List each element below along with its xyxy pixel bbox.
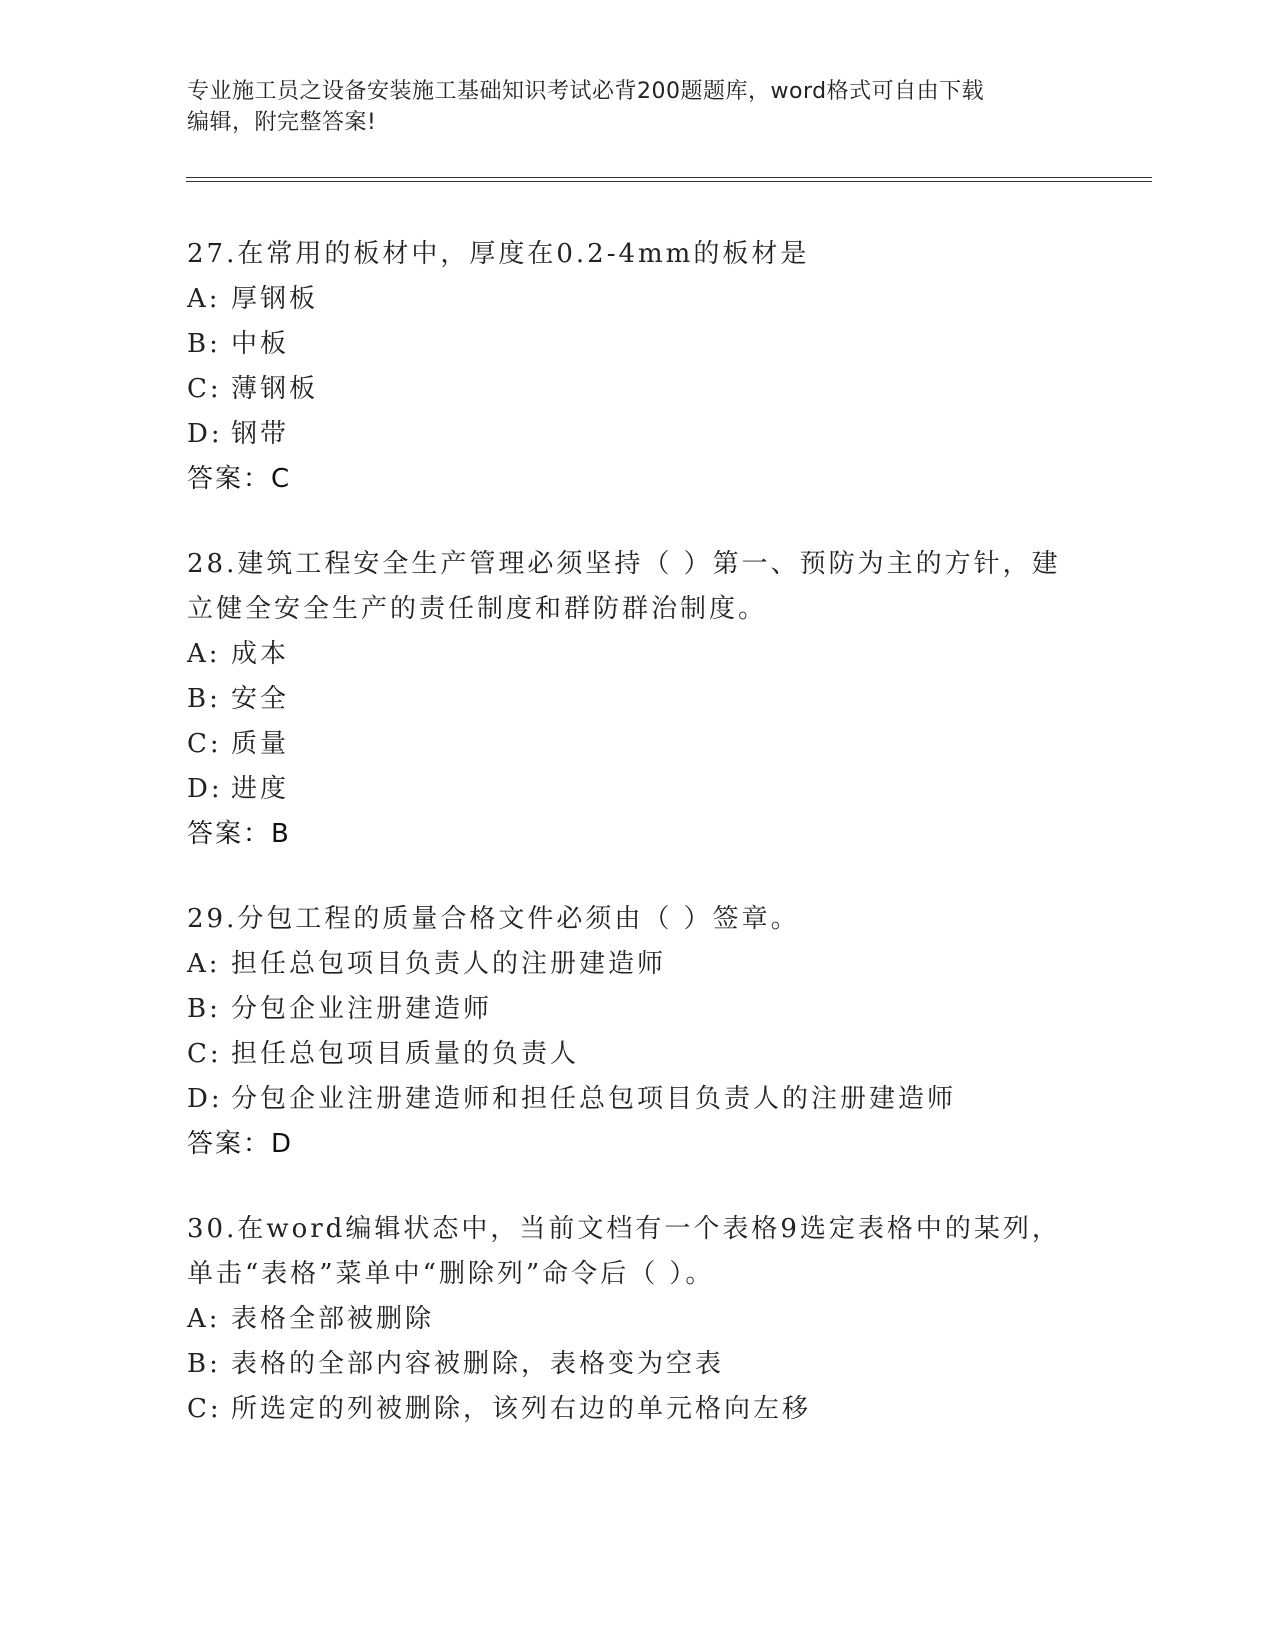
- option-text: 担任总包项目负责人的注册建造师: [231, 949, 667, 979]
- option-letter: D:: [187, 774, 223, 804]
- option-letter: C:: [187, 729, 222, 759]
- option-letter: B:: [187, 329, 221, 359]
- option-c: [187, 722, 1087, 767]
- document-header: [187, 76, 1087, 138]
- header-line-1: 专业施工员之设备安装施工基础知识考试必背200题题库，word格式可自由下载: [187, 79, 985, 104]
- option-b: [187, 987, 1087, 1032]
- header-line-2: 编辑，附完整答案!: [187, 110, 377, 135]
- option-text: 厚钢板: [231, 284, 319, 314]
- option-text: 安全: [231, 684, 290, 714]
- option-letter: A:: [187, 949, 221, 979]
- answer: 答案：B: [187, 819, 291, 849]
- option-a: [187, 942, 1087, 987]
- option-a: [187, 277, 1087, 322]
- question-29: [187, 897, 1087, 1167]
- option-letter: D:: [187, 1084, 223, 1114]
- answer: 答案：D: [187, 1129, 294, 1159]
- option-letter: C:: [187, 1039, 222, 1069]
- option-a: [187, 632, 1087, 677]
- option-text: 所选定的列被删除，该列右边的单元格向左移: [231, 1394, 812, 1424]
- option-text: 担任总包项目质量的负责人: [231, 1039, 580, 1069]
- option-letter: B:: [187, 684, 221, 714]
- option-c: [187, 1387, 1087, 1432]
- question-text: 27.在常用的板材中，厚度在0.2-4mm的板材是: [187, 239, 810, 269]
- question-text: 28.建筑工程安全生产管理必须坚持（ ）第一、预防为主的方针，建立健全安全生产的责任制度和群防群治制度。: [187, 549, 1061, 624]
- question-text: 29.分包工程的质量合格文件必须由（ ）签章。: [187, 904, 800, 934]
- option-text: 分包企业注册建造师: [231, 994, 493, 1024]
- option-letter: C:: [187, 374, 222, 404]
- question-28: [187, 542, 1087, 857]
- option-text: 表格全部被删除: [231, 1304, 435, 1334]
- option-text: 钢带: [231, 419, 290, 449]
- option-text: 表格的全部内容被删除，表格变为空表: [231, 1349, 725, 1379]
- option-text: 进度: [231, 774, 290, 804]
- option-text: 质量: [231, 729, 290, 759]
- question-list: [187, 232, 1087, 1472]
- option-a: [187, 1297, 1087, 1342]
- header-divider: [186, 177, 1152, 182]
- option-b: [187, 677, 1087, 722]
- option-d: [187, 1077, 1087, 1122]
- answer: 答案：C: [187, 464, 292, 494]
- option-letter: D:: [187, 419, 223, 449]
- option-d: [187, 767, 1087, 812]
- option-text: 薄钢板: [231, 374, 319, 404]
- option-text: 成本: [231, 639, 290, 669]
- option-c: [187, 1032, 1087, 1077]
- option-letter: B:: [187, 1349, 221, 1379]
- question-27: [187, 232, 1087, 502]
- question-text: 30.在word编辑状态中，当前文档有一个表格9选定表格中的某列，单击“表格”菜单中“删除列”命令后（ ）。: [187, 1214, 1061, 1289]
- option-text: 中板: [231, 329, 290, 359]
- option-b: [187, 322, 1087, 367]
- option-letter: A:: [187, 284, 221, 314]
- option-letter: B:: [187, 994, 221, 1024]
- question-30: [187, 1207, 1087, 1432]
- option-b: [187, 1342, 1087, 1387]
- option-c: [187, 367, 1087, 412]
- option-text: 分包企业注册建造师和担任总包项目负责人的注册建造师: [231, 1084, 957, 1114]
- option-d: [187, 412, 1087, 457]
- option-letter: A:: [187, 1304, 221, 1334]
- option-letter: C:: [187, 1394, 222, 1424]
- option-letter: A:: [187, 639, 221, 669]
